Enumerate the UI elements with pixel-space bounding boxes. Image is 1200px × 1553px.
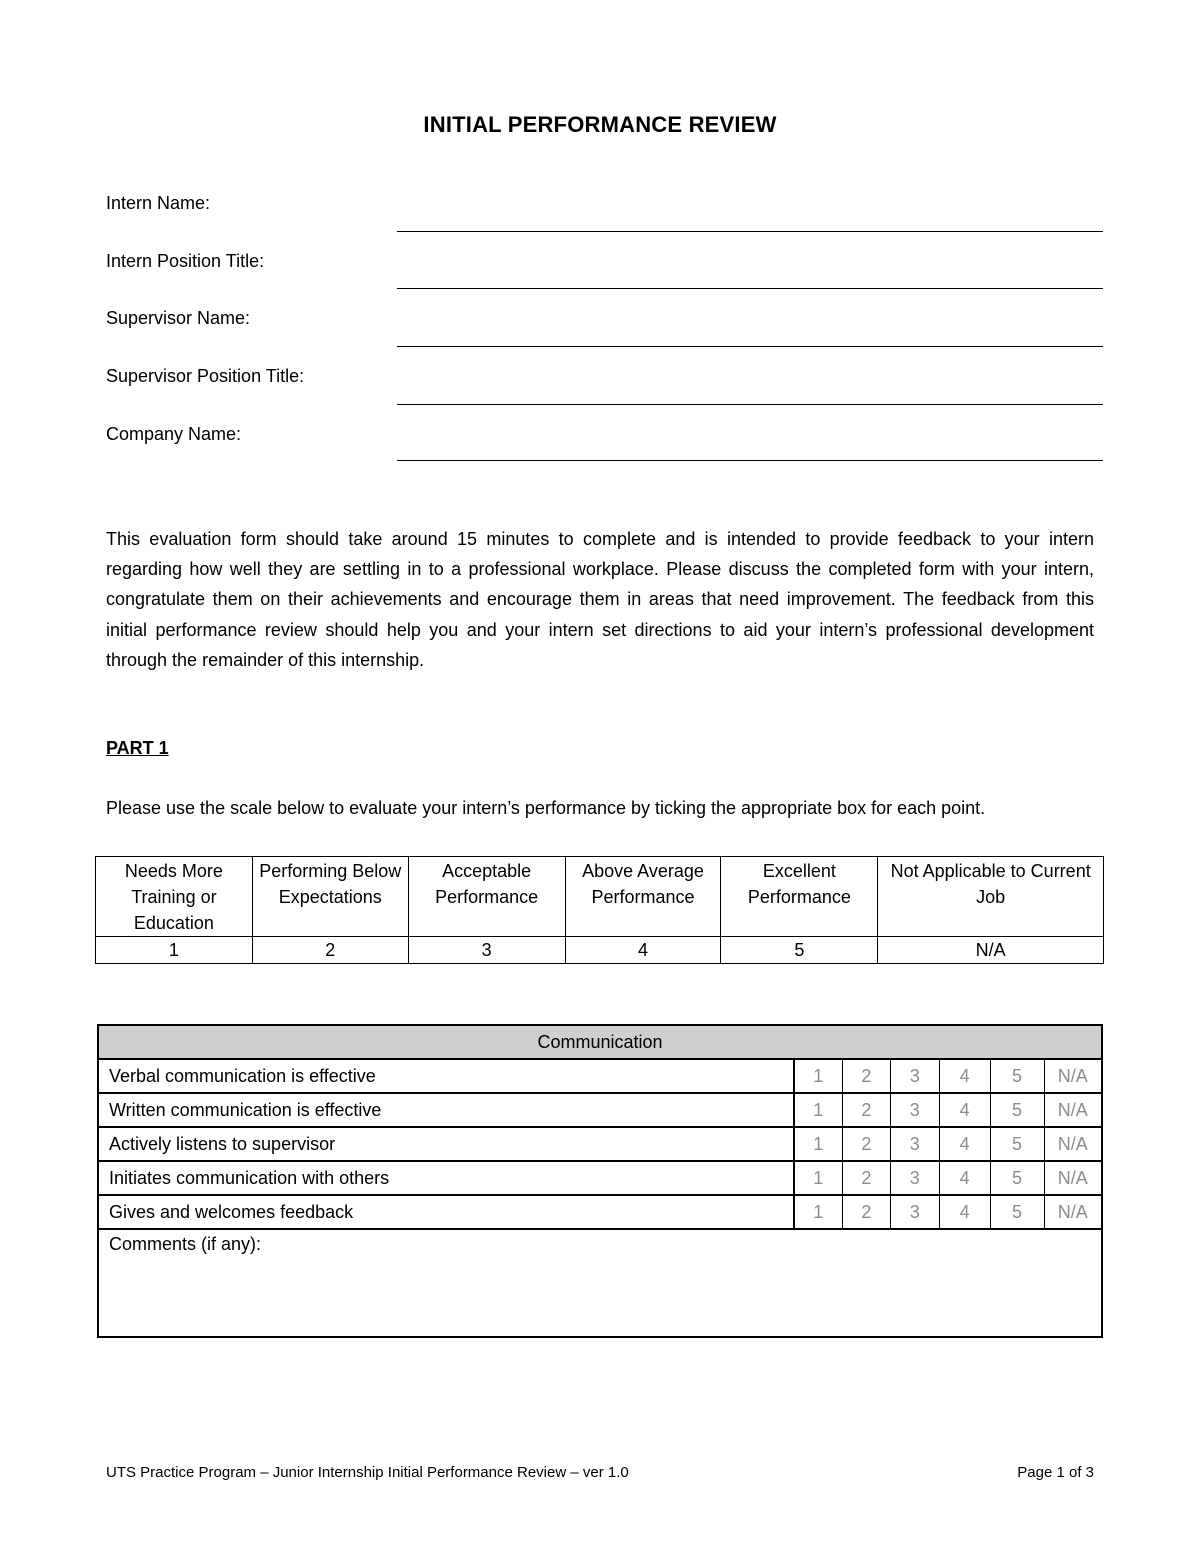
- scale-value-1: 1: [96, 937, 253, 964]
- rating-option-5[interactable]: 5: [990, 1161, 1044, 1195]
- scale-value-2: 2: [252, 937, 408, 964]
- scale-value-5: 5: [721, 937, 878, 964]
- rating-option-2[interactable]: 2: [842, 1127, 890, 1161]
- rating-option-5[interactable]: 5: [990, 1195, 1044, 1229]
- rating-option-3[interactable]: 3: [890, 1127, 939, 1161]
- scale-header-4: Above Average Performance: [565, 857, 721, 937]
- company-name-label: Company Name:: [106, 424, 242, 444]
- statement-initiates-communication: Initiates communication with others: [98, 1161, 794, 1195]
- scale-header-3: Acceptable Performance: [408, 857, 565, 937]
- statement-written-communication: Written communication is effective: [98, 1093, 794, 1127]
- rating-option-1[interactable]: 1: [794, 1195, 843, 1229]
- table-row: [98, 1195, 1102, 1229]
- rating-option-na[interactable]: N/A: [1044, 1195, 1102, 1229]
- rating-option-4[interactable]: 4: [939, 1161, 990, 1195]
- scale-header-2: Performing Below Expectations: [252, 857, 408, 937]
- scale-header-1: Needs More Training or Education: [96, 857, 253, 937]
- rating-option-5[interactable]: 5: [990, 1093, 1044, 1127]
- rating-option-4[interactable]: 4: [939, 1059, 990, 1093]
- rating-option-2[interactable]: 2: [842, 1161, 890, 1195]
- intern-name-field[interactable]: [397, 231, 1103, 232]
- supervisor-position-title-field[interactable]: [397, 404, 1103, 405]
- scale-value-4: 4: [565, 937, 721, 964]
- rating-option-1[interactable]: 1: [794, 1093, 843, 1127]
- statement-gives-welcomes-feedback: Gives and welcomes feedback: [98, 1195, 794, 1229]
- rating-option-3[interactable]: 3: [890, 1059, 939, 1093]
- rating-option-3[interactable]: 3: [890, 1195, 939, 1229]
- rating-option-5[interactable]: 5: [990, 1127, 1044, 1161]
- part-1-heading: PART 1: [106, 738, 169, 758]
- table-row: [98, 1059, 1102, 1093]
- page-title: INITIAL PERFORMANCE REVIEW: [423, 112, 777, 137]
- intern-name-label: Intern Name:: [106, 193, 211, 213]
- table-row: [98, 1161, 1102, 1195]
- rating-option-1[interactable]: 1: [794, 1059, 843, 1093]
- rating-option-1[interactable]: 1: [794, 1161, 843, 1195]
- rating-option-4[interactable]: 4: [939, 1093, 990, 1127]
- rating-option-2[interactable]: 2: [842, 1059, 890, 1093]
- rating-option-na[interactable]: N/A: [1044, 1127, 1102, 1161]
- supervisor-name-label: Supervisor Name:: [106, 308, 251, 328]
- rating-option-4[interactable]: 4: [939, 1127, 990, 1161]
- rating-option-3[interactable]: 3: [890, 1093, 939, 1127]
- communication-section-title: Communication: [98, 1025, 1102, 1059]
- table-row: [98, 1093, 1102, 1127]
- rating-option-2[interactable]: 2: [842, 1093, 890, 1127]
- rating-option-1[interactable]: 1: [794, 1127, 843, 1161]
- scale-header-na: Not Applicable to Current Job: [878, 857, 1104, 937]
- rating-option-4[interactable]: 4: [939, 1195, 990, 1229]
- company-name-field[interactable]: [397, 460, 1103, 461]
- supervisor-name-field[interactable]: [397, 346, 1103, 347]
- rating-option-na[interactable]: N/A: [1044, 1161, 1102, 1195]
- supervisor-position-title-label: Supervisor Position Title:: [106, 366, 305, 386]
- rating-option-na[interactable]: N/A: [1044, 1093, 1102, 1127]
- communication-table: [97, 1024, 1103, 1338]
- statement-verbal-communication: Verbal communication is effective: [98, 1059, 794, 1093]
- table-row: [98, 1127, 1102, 1161]
- intro-paragraph: This evaluation form should take around 15 minutes to complete and is intended to provide feedback to your intern regarding how well they are settling in to a professional workplace. Please discuss the completed form with your intern, congratulate them on their achievements and encourage them in areas that need improvement. The feedback from this initial performance review should help you and your intern set directions to aid your intern’s professional development through the remainder of this internship.: [106, 529, 1094, 670]
- scale-header-5: Excellent Performance: [721, 857, 878, 937]
- scale-instruction: Please use the scale below to evaluate your intern’s performance by ticking the appropriate box for each point.: [106, 798, 986, 818]
- rating-option-2[interactable]: 2: [842, 1195, 890, 1229]
- statement-actively-listens: Actively listens to supervisor: [98, 1127, 794, 1161]
- intern-position-title-label: Intern Position Title:: [106, 251, 265, 271]
- rating-scale-table: [95, 856, 1104, 964]
- comments-label: Comments (if any):: [109, 1234, 262, 1254]
- intern-position-title-field[interactable]: [397, 288, 1103, 289]
- rating-option-3[interactable]: 3: [890, 1161, 939, 1195]
- rating-option-na[interactable]: N/A: [1044, 1059, 1102, 1093]
- scale-value-3: 3: [408, 937, 565, 964]
- footer-page-number: Page 1 of 3: [1017, 1464, 1094, 1481]
- footer-document-title: UTS Practice Program – Junior Internship Initial Performance Review – ver 1.0: [106, 1464, 629, 1481]
- comments-field[interactable]: [98, 1229, 1102, 1337]
- rating-option-5[interactable]: 5: [990, 1059, 1044, 1093]
- scale-value-na: N/A: [878, 937, 1104, 964]
